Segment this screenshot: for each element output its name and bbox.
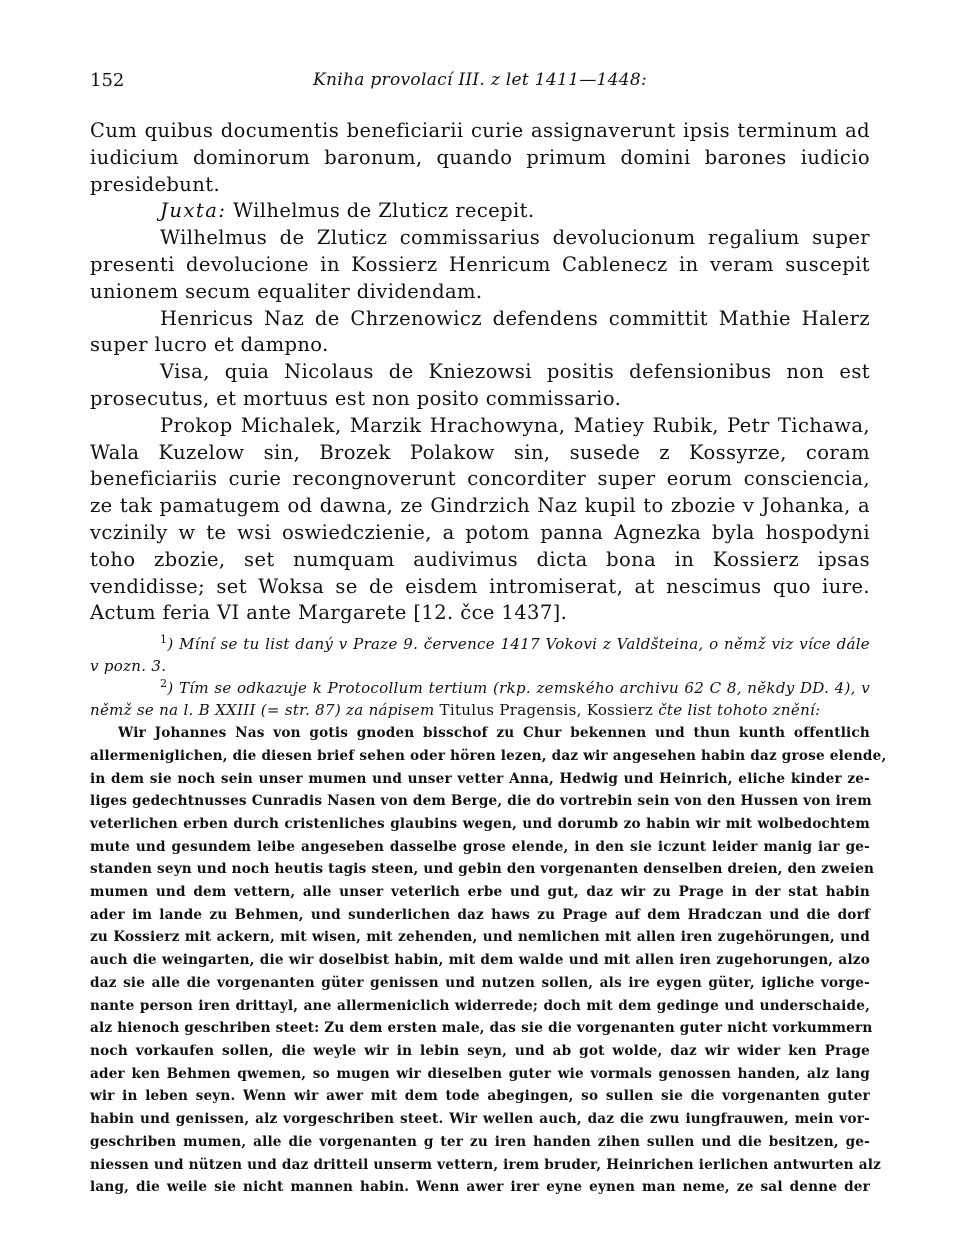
footnote-text: ) Míní se tu list daný v Praze 9. července 1417 Vokovi z Valdšteina, o němž viz více dále v pozn. 3. <box>90 635 870 676</box>
juxta-label: Juxta: <box>160 199 227 223</box>
german-text-line: Wir Johannes Nas von gotis gnoden bisschof zu Chur bekennen und thun kunth offentlich <box>118 725 870 742</box>
german-text-line: in dem sie noch sein unser mumen und unser vetter Anna, Hedwig und Heinrich, eliche kinder ze- <box>90 770 870 787</box>
paragraph-juxta <box>90 198 870 225</box>
german-text-line: habin und genissen, alz vorgeschriben steet. Wir wellen auch, daz die zwu iungfrauwen, mein vor- <box>90 1111 870 1128</box>
footnote-roman-text: Titulus Pragensis, Kossierz <box>439 701 654 720</box>
german-text-line: ader ken Behmen qwemen, so mugen wir dieselben guter wie vormals genossen handen, alz lang <box>90 1065 870 1082</box>
paragraph: Cum quibus documentis beneficiarii curie assignaverunt ipsis terminum ad iudicium dominorum baronum, quando primum domini barones iudicio presidebunt. <box>90 119 870 196</box>
german-text-line: daz sie alle die vorgenanten güter genissen und nutzen sollen, als ire eygen güter, igliche vorge- <box>90 974 870 991</box>
german-text-line: zu Kossierz mit ackern, mit wisen, mit zehenden, und nemlichen mit allen iren zugehörungen, und <box>90 929 870 946</box>
paragraph: Prokop Michalek, Marzik Hrachowyna, Matiey Rubik, Petr Tichawa, Wala Kuzelow sin, Brozek Polakow sin, susede z Kossyrze, coram beneficiariis curie recongnoverunt concorditer super eorum consciencia, ze tak pamatugem od dawna, ze Gindrzich Naz kupil to zbozie v Johanka, a vczinily w te wsi oswiedczienie, a potom panna Agnezka byla hospodyni toho zbozie, set numquam audivimus dicta bona in Kossierz ipsas vendidisse; set Woksa se de eisdem intromiserat, at nescimus quo iure. Actum feria VI ante Margarete [12. čce 1437]. <box>90 413 870 625</box>
german-text-line: ader im lande zu Behmen, und sunderlichen daz haws zu Prage auf dem Hradczan und die dorf <box>90 906 870 923</box>
running-head <box>90 70 870 100</box>
document-page <box>90 70 887 1199</box>
footnote-1 <box>90 633 870 677</box>
german-text-line: mute und gesundem leibe angeseben dasselbe grose elende, in den sie iczunt leider manig iar ge- <box>90 838 870 855</box>
footnote-mark: 2 <box>160 677 168 691</box>
footnote-text: čte list tohoto znění: <box>653 701 821 720</box>
paragraph: Wilhelmus de Zluticz commissarius devolucionum regalium super presenti devolucione in Kossierz Henricum Cablenecz in veram suscepit unionem secum equaliter dividendam. <box>90 226 870 303</box>
paragraph: Henricus Naz de Chrzenowicz defendens committit Mathie Halerz super lucro et dampno. <box>90 306 870 357</box>
page-number: 152 <box>90 70 125 91</box>
juxta-text: Wilhelmus de Zluticz recepit. <box>226 199 535 223</box>
german-text-line: mumen und dem vettern, alle unser veterlich erbe und gut, daz wir zu Prage in der stat habin <box>90 884 870 901</box>
german-charter-text <box>90 722 887 1199</box>
german-text-line: geschriben mumen, alle die vorgenanten g ter zu iren handen zihen sullen und die besitzen, ge- <box>90 1133 870 1150</box>
footnote-2 <box>90 677 870 721</box>
main-text <box>90 118 870 627</box>
german-text-line: nante person iren drittayl, ane allermeniclich widerrede; doch mit dem gedinge und underschaide, <box>90 997 870 1014</box>
footnote-text: ) Tím se odkazuje k Protocollum tertium (rkp. zemského archivu 62 C 8, někdy DD. 4), v němž se na l. B XXIII (= str. 87) za nápisem <box>90 679 870 720</box>
german-text-line: noch vorkaufen sollen, die weyle wir in lebin seyn, und ab got wolde, daz wir wider ken Prage <box>90 1042 870 1059</box>
german-text-line: liges gedechtnusses Cunradis Nasen von dem Berge, die do vortrebin sein von den Hussen von irem <box>90 793 872 810</box>
paragraph: Visa, quia Nicolaus de Kniezowsi positis defensionibus non est prosecutus, et mortuus est non posito commissario. <box>90 360 870 410</box>
german-text-line: lang, die weile sie nicht mannen habin. Wenn awer irer eyne eynen man neme, ze sal denne der <box>90 1179 870 1196</box>
footnotes <box>90 633 870 721</box>
german-text-line: niessen und nützen und daz dritteil unserm vettern, irem bruder, Heinrichen ierlichen antwurten alz <box>90 1156 881 1173</box>
german-text-line: veterlichen erben durch cristenliches glaubins wegen, und dorumb zo habin wir mit wolbedochtem <box>90 815 870 832</box>
german-text-line: wir in leben seyn. Wenn wir awer mit dem tode abegingen, so sullen sie die vorgenanten guter <box>90 1088 870 1105</box>
footnote-mark: 1 <box>160 633 168 647</box>
german-text-line: standen seyn und noch heutis tagis steen, und gebin den vorgenanten denselben dreien, den zweien <box>90 861 875 878</box>
page-header-title: Kniha provolací III. z let 1411—1448: <box>313 70 647 90</box>
german-text-line: alz hienoch geschriben steet: Zu dem ersten male, das sie die vorgenanten guter nicht vorkummern <box>90 1020 873 1037</box>
german-text-line: allermeniglichen, die diesen brief sehen oder hören lezen, daz wir angesehen habin daz grose elende, <box>90 747 887 764</box>
german-text-line: auch die weingarten, die wir doselbist habin, mit dem walde und mit allen iren zugehorungen, alzo <box>90 952 870 969</box>
